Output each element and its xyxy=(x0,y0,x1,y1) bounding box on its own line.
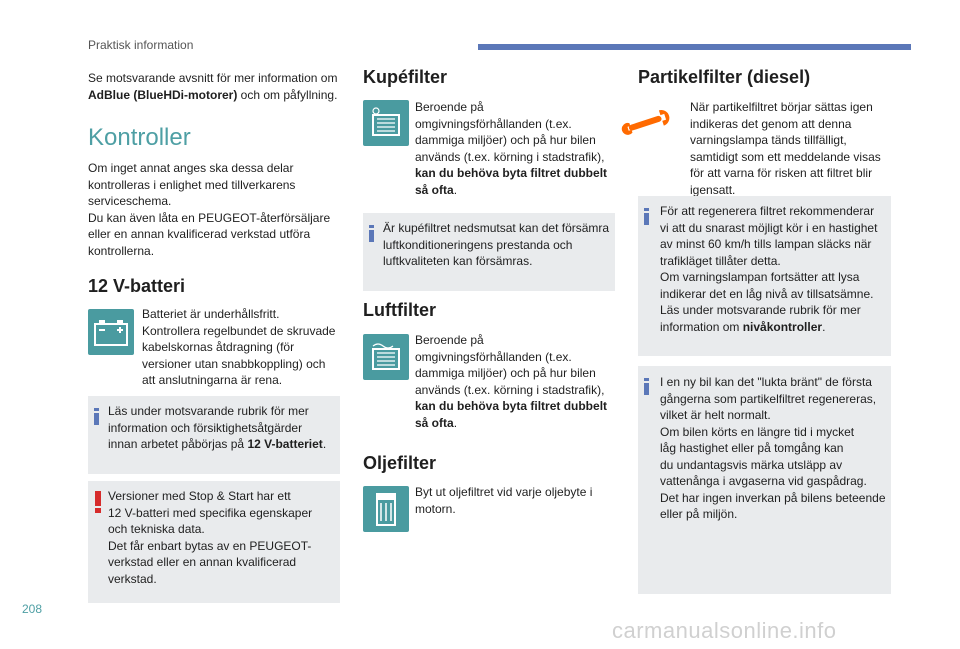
luftfilter-line: omgivningsförhållanden (t.ex. xyxy=(415,349,572,364)
kontroller-line: kontrollerna. xyxy=(88,243,155,258)
kupefilter-bold: kan du behöva byta filtret dubbelt xyxy=(415,166,608,180)
battery-warning-line: verkstad. xyxy=(108,571,157,586)
battery-line: Batteriet är underhållsfritt. xyxy=(142,307,280,321)
battery-line: kabelskornas åtdragning (för xyxy=(142,340,295,354)
battery-info-line xyxy=(108,436,336,453)
kontroller-line: kontrolleras i enlighet med tillverkarens xyxy=(88,177,296,192)
partikelfilter-title: Partikelfilter (diesel) xyxy=(638,67,811,87)
kupefilter-text xyxy=(415,99,615,198)
battery-icon xyxy=(88,309,134,355)
oljefilter-text xyxy=(415,484,615,517)
luftfilter-title: Luftfilter xyxy=(363,300,436,320)
luftfilter-bold: så ofta xyxy=(415,415,454,430)
wrench-warning-icon xyxy=(616,108,682,136)
partikelfilter-line: samtidigt som ett meddelande visas xyxy=(690,149,881,164)
info-icon xyxy=(644,378,649,395)
kupefilter-line-bold xyxy=(415,165,615,182)
luftfilter-text xyxy=(415,332,615,431)
oljefilter-title: Oljefilter xyxy=(363,453,437,473)
partikelfilter-info2-line: Om bilen körts en längre tid i mycket xyxy=(660,424,855,439)
partikelfilter-info-line xyxy=(660,319,890,336)
info-icon xyxy=(369,225,374,242)
battery-info-box xyxy=(88,396,340,474)
partikelfilter-info2-line: Det har ingen inverkan på bilens beteende xyxy=(660,490,886,505)
intro-line-2 xyxy=(88,87,348,104)
kupefilter-info-line: luftkonditioneringens prestanda och xyxy=(383,237,573,252)
intro-paragraph xyxy=(88,70,348,103)
partikelfilter-line: När partikelfiltret börjar sättas igen xyxy=(690,100,873,114)
battery-info-last-pre: innan arbetet påbörjas på xyxy=(108,437,248,451)
battery-line: att anslutningarna är rena. xyxy=(142,373,283,387)
info-icon xyxy=(94,408,99,425)
battery-warning-line: Versioner med Stop & Start har ett xyxy=(108,489,291,503)
kupefilter-bold: så ofta xyxy=(415,182,454,197)
partikelfilter-info-line: indikerar det en låg nivå av tillsatsämne. xyxy=(660,286,874,301)
luftfilter-line: Beroende på xyxy=(415,333,484,347)
battery-info-last-post: . xyxy=(322,437,327,451)
kupefilter-info-line: Är kupéfiltret nedsmutsat kan det försämra xyxy=(383,221,610,235)
partikelfilter-info-line: Läs under motsvarande rubrik för mer xyxy=(660,303,861,317)
kontroller-text xyxy=(88,160,348,259)
page-number: 208 xyxy=(22,602,43,616)
battery-warning-box xyxy=(88,481,340,603)
partikelfilter-info-last-post: . xyxy=(822,319,826,334)
battery-info-bold: 12 V-batteriet xyxy=(247,437,323,451)
partikelfilter-info2-line: du undantagsvis märka utsläpp av xyxy=(660,457,843,472)
partikelfilter-info-last-pre: information om xyxy=(660,319,743,334)
partikelfilter-line: indikeras det genom att denna xyxy=(690,116,852,131)
kupefilter-title: Kupéfilter xyxy=(363,67,448,87)
partikelfilter-info2-line: gångerna som partikelfiltret regenereras, xyxy=(660,391,877,406)
partikelfilter-line: varningslampa tänds tillfälligt, xyxy=(690,133,847,147)
battery-warning-line: Det får enbart bytas av en PEUGEOT- xyxy=(108,538,312,553)
intro-line-2-rest: och om påfyllning. xyxy=(237,87,338,102)
battery-warning-line: och tekniska data. xyxy=(108,522,205,536)
partikelfilter-info-line: För att regenerera filtret rekommenderar xyxy=(660,204,875,218)
luftfilter-bold: kan du behöva byta filtret dubbelt xyxy=(415,399,608,413)
kontroller-line: serviceschema. xyxy=(88,194,172,208)
kupefilter-line-bold: så ofta. xyxy=(415,182,458,197)
partikelfilter-info2-line: I en ny bil kan det "lukta bränt" de första xyxy=(660,375,872,389)
kontroller-line: eller en annan kvalificerad verkstad utföra xyxy=(88,227,311,241)
battery-text xyxy=(142,306,342,389)
section-header-label: Praktisk information xyxy=(88,38,194,52)
kupefilter-line: omgivningsförhållanden (t.ex. xyxy=(415,116,572,131)
header-divider-bar xyxy=(478,44,911,50)
nivakontroller-bold: nivåkontroller xyxy=(742,319,823,334)
kupefilter-line: används (t.ex. körning i stadstrafik), xyxy=(415,149,605,164)
cabin-filter-icon xyxy=(363,100,409,146)
kupefilter-info-box xyxy=(363,213,615,291)
partikelfilter-info-line: Om varningslampan fortsätter att lysa xyxy=(660,270,860,284)
warning-icon xyxy=(95,491,101,513)
battery-info-line: information och försiktighetsåtgärder xyxy=(108,420,303,435)
partikelfilter-info-line: av minst 60 km/h tills lampan släcks när xyxy=(660,237,872,251)
kontroller-line: Du kan även låta en PEUGEOT-återförsäljare xyxy=(88,210,331,225)
luftfilter-line: används (t.ex. körning i stadstrafik), xyxy=(415,382,605,397)
air-filter-icon xyxy=(363,334,409,380)
battery-title: 12 V-batteri xyxy=(88,276,186,296)
intro-line-1: Se motsvarande avsnitt för mer information om xyxy=(88,71,338,85)
partikelfilter-info2-line: vilket är helt normalt. xyxy=(660,408,771,422)
kupefilter-line: dammiga miljöer) och på hur bilen xyxy=(415,133,596,147)
partikelfilter-info2-line: låg hastighet eller på tomgång kan xyxy=(660,441,844,455)
luftfilter-line: dammiga miljöer) och på hur bilen xyxy=(415,366,596,380)
battery-info-line: Läs under motsvarande rubrik för mer xyxy=(108,404,309,418)
partikelfilter-info-line: vi att du snarast möjligt kör i en hastighet xyxy=(660,220,878,235)
luftfilter-line-bold: så ofta. xyxy=(415,415,458,430)
battery-line: Kontrollera regelbundet de skruvade xyxy=(142,323,336,338)
partikelfilter-line: igensatt. xyxy=(690,182,736,197)
luftfilter-line-bold xyxy=(415,398,615,415)
kupefilter-line: Beroende på xyxy=(415,100,484,114)
partikelfilter-info2-line: vattenånga i avgaserna vid gaspådrag. xyxy=(660,474,867,488)
battery-line: versioner utan snabbkoppling) och xyxy=(142,356,326,371)
partikelfilter-info2-line: eller på miljön. xyxy=(660,507,738,521)
partikelfilter-info-box-2 xyxy=(638,366,891,594)
kontroller-line: Om inget annat anges ska dessa delar xyxy=(88,161,294,175)
partikelfilter-line: för att varna för risken att filtret blir xyxy=(690,166,873,180)
oil-filter-icon xyxy=(363,486,409,532)
partikelfilter-info-box xyxy=(638,196,891,356)
partikelfilter-info-line: trafikläget tillåter detta. xyxy=(660,253,781,268)
kontroller-title: Kontroller xyxy=(88,124,191,151)
adblue-bold: AdBlue (BlueHDi-motorer) xyxy=(88,87,238,102)
battery-warning-line: verkstad eller en annan kvalificerad xyxy=(108,555,297,569)
watermark: carmanualsonline.info xyxy=(612,618,837,643)
partikelfilter-text xyxy=(690,99,900,198)
battery-warning-line: 12 V-batteri med specifika egenskaper xyxy=(108,505,313,520)
info-icon xyxy=(644,208,649,225)
oljefilter-line: motorn. xyxy=(415,501,456,516)
kupefilter-info-line: luftkvaliteten kan försämras. xyxy=(383,254,533,268)
oljefilter-line: Byt ut oljefiltret vid varje oljebyte i xyxy=(415,485,593,499)
